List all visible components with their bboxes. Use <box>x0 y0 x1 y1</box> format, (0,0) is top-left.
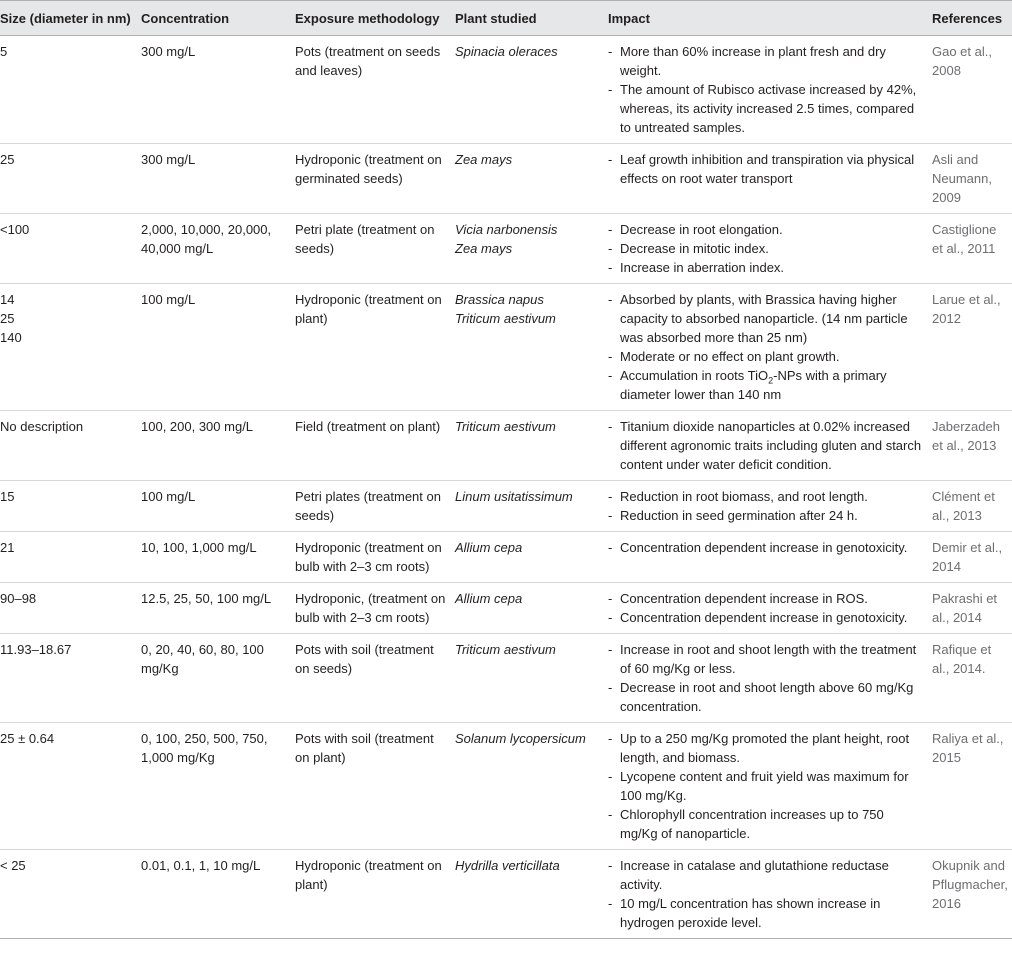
table-row <box>0 723 1012 850</box>
size-cell <box>0 723 137 850</box>
impact-item: - Decrease in root and shoot length above 60 mg/Kg concentration. <box>608 678 924 716</box>
impact-item: - Increase in root and shoot length with the treatment of 60 mg/Kg or less. <box>608 640 924 678</box>
impact-text: -NPs with a primary diameter lower than 140 nm <box>620 368 887 402</box>
table-row <box>0 411 1012 481</box>
table-row <box>0 284 1012 411</box>
plant-name: Allium cepa <box>455 540 523 555</box>
impact-item: - Reduction in root biomass, and root length. <box>608 487 924 506</box>
impact-cell <box>604 214 928 284</box>
plant-name: Triticum aestivum <box>455 311 556 326</box>
impact-cell <box>604 284 928 411</box>
size-value: 25 ± 0.64 <box>0 731 55 746</box>
impact-item: - Concentration dependent increase in ROS. <box>608 589 924 608</box>
header-exposure-methodology: Exposure methodology <box>291 1 451 36</box>
plant-cell <box>451 144 604 214</box>
concentration-cell: 10, 100, 1,000 mg/L <box>141 540 257 555</box>
reference-cell: Castiglione et al., 2011 <box>932 222 997 256</box>
size-cell <box>0 850 137 939</box>
size-value: 25 <box>0 311 15 326</box>
impact-cell <box>604 532 928 583</box>
impact-item: - Chlorophyll concentration increases up to 750 mg/Kg of nanoparticle. <box>608 805 924 843</box>
table-row <box>0 850 1012 939</box>
plant-cell <box>451 214 604 284</box>
size-value: < 25 <box>0 858 26 873</box>
plant-name: Vicia narbonensis <box>455 222 558 237</box>
concentration-cell: 0.01, 0.1, 1, 10 mg/L <box>141 858 261 873</box>
exposure-cell: Pots with soil (treatment on seeds) <box>295 642 434 676</box>
impact-item: - Leaf growth inhibition and transpiration via physical effects on root water transport <box>608 150 924 188</box>
impact-item: - 10 mg/L concentration has shown increase in hydrogen peroxide level. <box>608 894 924 932</box>
plant-name: Zea mays <box>455 152 513 167</box>
impact-cell <box>604 144 928 214</box>
impact-item: - Increase in aberration index. <box>608 258 924 277</box>
concentration-cell: 0, 100, 250, 500, 750, 1,000 mg/Kg <box>141 731 268 765</box>
impact-item: - Concentration dependent increase in genotoxicity. <box>608 538 924 557</box>
exposure-cell: Hydroponic (treatment on germinated seeds) <box>295 152 442 186</box>
plant-name: Spinacia oleraces <box>455 44 558 59</box>
impact-cell <box>604 583 928 634</box>
impact-item: - Moderate or no effect on plant growth. <box>608 347 924 366</box>
plant-name: Hydrilla verticillata <box>455 858 560 873</box>
plant-cell <box>451 532 604 583</box>
impact-item: - The amount of Rubisco activase increased by 42%, whereas, its activity increased 2.5 times, compared to untreated samples. <box>608 80 924 137</box>
size-value: No description <box>0 419 84 434</box>
exposure-cell: Hydroponic (treatment on bulb with 2–3 cm roots) <box>295 540 442 574</box>
reference-cell: Raliya et al., 2015 <box>932 731 1004 765</box>
size-cell <box>0 214 137 284</box>
impact-item: - Titanium dioxide nanoparticles at 0.02% increased different agronomic traits including gluten and starch content under water deficit condition. <box>608 417 924 474</box>
impact-text: Accumulation in roots TiO <box>620 368 769 383</box>
header-size: Size (diameter in nm) <box>0 1 137 36</box>
reference-cell: Larue et al., 2012 <box>932 292 1001 326</box>
size-value: 21 <box>0 540 15 555</box>
impact-item: - Absorbed by plants, with Brassica having higher capacity to absorbed nanoparticle. (14 nm particle was absorbed more than 25 nm) <box>608 290 924 347</box>
concentration-cell: 100 mg/L <box>141 292 196 307</box>
header-plant-studied: Plant studied <box>451 1 604 36</box>
subscript: 2 <box>768 375 774 386</box>
size-value: 14 <box>0 292 15 307</box>
concentration-cell: 0, 20, 40, 60, 80, 100 mg/Kg <box>141 642 264 676</box>
impact-cell <box>604 36 928 144</box>
reference-cell: Okupnik and Pflugmacher, 2016 <box>932 858 1008 911</box>
impact-item <box>608 366 924 404</box>
concentration-cell: 100, 200, 300 mg/L <box>141 419 254 434</box>
size-cell <box>0 532 137 583</box>
reference-cell: Gao et al., 2008 <box>932 44 992 78</box>
size-value: <100 <box>0 222 30 237</box>
impact-item: - Up to a 250 mg/Kg promoted the plant height, root length, and biomass. <box>608 729 924 767</box>
plant-name: Solanum lycopersicum <box>455 731 586 746</box>
table-row <box>0 481 1012 532</box>
header-impact: Impact <box>604 1 928 36</box>
size-value: 90–98 <box>0 591 37 606</box>
size-cell <box>0 144 137 214</box>
impact-item: - Decrease in root elongation. <box>608 220 924 239</box>
header-references: References <box>928 1 1012 36</box>
size-cell <box>0 634 137 723</box>
reference-cell: Asli and Neumann, 2009 <box>932 152 992 205</box>
plant-cell <box>451 723 604 850</box>
reference-cell: Rafique et al., 2014. <box>932 642 992 676</box>
concentration-cell: 300 mg/L <box>141 152 196 167</box>
concentration-cell: 100 mg/L <box>141 489 196 504</box>
plant-cell <box>451 850 604 939</box>
concentration-cell: 300 mg/L <box>141 44 196 59</box>
size-cell <box>0 583 137 634</box>
table-row <box>0 532 1012 583</box>
impact-item: - Increase in catalase and glutathione reductase activity. <box>608 856 924 894</box>
reference-cell: Demir et al., 2014 <box>932 540 1003 574</box>
exposure-cell: Petri plate (treatment on seeds) <box>295 222 435 256</box>
plant-cell <box>451 36 604 144</box>
size-cell <box>0 36 137 144</box>
plant-cell <box>451 284 604 411</box>
size-value: 5 <box>0 44 8 59</box>
plant-cell <box>451 634 604 723</box>
impact-item: - Reduction in seed germination after 24 h. <box>608 506 924 525</box>
size-value: 140 <box>0 330 22 345</box>
impact-cell <box>604 850 928 939</box>
exposure-cell: Hydroponic, (treatment on bulb with 2–3 cm roots) <box>295 591 446 625</box>
table-row <box>0 214 1012 284</box>
size-cell <box>0 411 137 481</box>
impact-item: - Lycopene content and fruit yield was maximum for 100 mg/Kg. <box>608 767 924 805</box>
plant-name: Linum usitatissimum <box>455 489 573 504</box>
table-row <box>0 634 1012 723</box>
size-cell <box>0 284 137 411</box>
table-header-row <box>0 1 1012 36</box>
table-row <box>0 36 1012 144</box>
concentration-cell: 2,000, 10,000, 20,000, 40,000 mg/L <box>141 222 272 256</box>
plant-name: Brassica napus <box>455 292 544 307</box>
impact-cell <box>604 634 928 723</box>
impact-item: - Concentration dependent increase in genotoxicity. <box>608 608 924 627</box>
impact-item: - More than 60% increase in plant fresh and dry weight. <box>608 42 924 80</box>
exposure-cell: Pots (treatment on seeds and leaves) <box>295 44 441 78</box>
plant-cell <box>451 411 604 481</box>
concentration-cell: 12.5, 25, 50, 100 mg/L <box>141 591 272 606</box>
table-row <box>0 583 1012 634</box>
size-value: 11.93–18.67 <box>0 642 72 657</box>
exposure-cell: Hydroponic (treatment on plant) <box>295 292 442 326</box>
header-concentration: Concentration <box>137 1 291 36</box>
plant-name: Triticum aestivum <box>455 642 556 657</box>
plant-name: Triticum aestivum <box>455 419 556 434</box>
exposure-cell: Pots with soil (treatment on plant) <box>295 731 434 765</box>
impact-cell <box>604 723 928 850</box>
reference-cell: Clément et al., 2013 <box>932 489 995 523</box>
size-value: 25 <box>0 152 15 167</box>
plant-name: Zea mays <box>455 241 513 256</box>
reference-cell: Pakrashi et al., 2014 <box>932 591 998 625</box>
impact-cell <box>604 481 928 532</box>
size-value: 15 <box>0 489 15 504</box>
table-row <box>0 144 1012 214</box>
size-cell <box>0 481 137 532</box>
plant-name: Allium cepa <box>455 591 523 606</box>
exposure-cell: Field (treatment on plant) <box>295 419 441 434</box>
impact-item: - Decrease in mitotic index. <box>608 239 924 258</box>
exposure-cell: Hydroponic (treatment on plant) <box>295 858 442 892</box>
exposure-cell: Petri plates (treatment on seeds) <box>295 489 441 523</box>
impact-cell <box>604 411 928 481</box>
reference-cell: Jaberzadeh et al., 2013 <box>932 419 1000 453</box>
plant-cell <box>451 583 604 634</box>
plant-cell <box>451 481 604 532</box>
